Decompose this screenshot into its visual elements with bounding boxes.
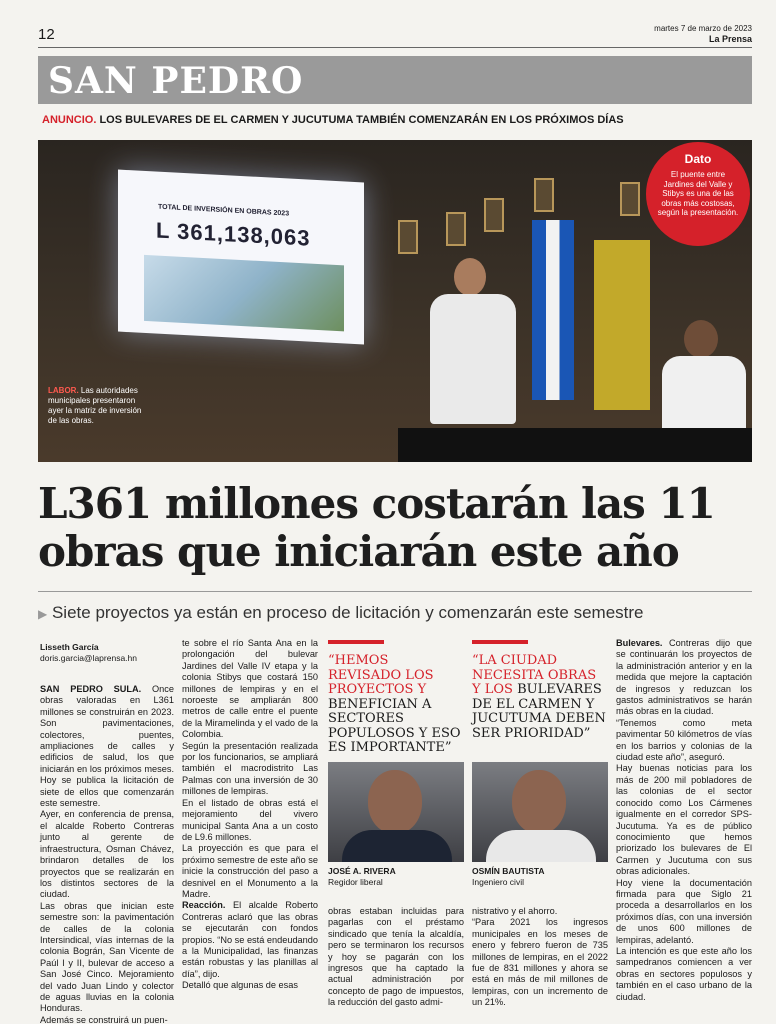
paragraph: La intención es que este año los sampedranos comiencen a ver obras en sectores populosos y también en el caso urbano de la ciudad. [616,945,752,1002]
subheadline-text: Siete proyectos ya están en proceso de licitación y comenzarán este semestre [51,603,644,622]
subhead-lead: Bulevares. [616,638,663,648]
lead-photo [38,140,752,462]
seated-official [658,316,748,436]
author-name: Lisseth García [40,642,99,652]
quote-attribution [472,866,545,888]
pull-quote-2 [472,654,608,741]
person-role: Ingeniero civil [472,877,524,887]
wall-portrait [620,182,640,216]
divider [38,591,752,592]
page-number: 12 [38,26,55,43]
dateline [654,24,752,45]
quote-text: BENEFICIAN A SECTORES POPULOSOS Y ESO ES IMPORTANTE” [328,696,461,755]
kicker [42,114,624,126]
subheadline [38,603,644,623]
triangle-icon: ▶ [38,607,48,621]
quote-highlight: “LA CIUDAD NECESITA OBRAS Y LOS [472,653,597,697]
byline [40,642,137,664]
paragraph: En el listado de obras está el mejoramiento del vivero municipal Santa Ana a un costo de L9.6 millones. [182,797,318,842]
paragraph: Además se construirá un puen- [40,1014,168,1024]
subhead-lead: Reacción. [182,900,226,911]
person-role: Regidor liberal [328,877,383,887]
person-name: OSMÍN BAUTISTA [472,866,545,876]
paragraph: nistrativo y el ahorro. [472,906,558,916]
caption-text: Las autoridades municipales presentaron ayer la matriz de inversión de las obras. [48,386,142,425]
desk [398,428,752,462]
section-title: SAN PEDRO [48,60,304,102]
screen-value: L 361,138,063 [156,217,311,251]
portrait-photo [472,762,608,862]
caption-label: LABOR. [48,386,79,395]
article-column-3 [328,906,464,1009]
city-flag [594,240,650,410]
article-column-2 [182,638,318,992]
photo-caption [48,386,144,426]
paragraph: Según la presentación realizada por los funcionarios, se ampliará también el macrodistrito Las Palmas con una inversión de 30 millones de lempiras. [182,740,318,797]
paragraph: La proyección es que para el próximo semestre de este año se inicie la construcción del paso a desnivel en el Monumento a la Madre. [182,843,318,899]
wall-portrait [484,198,504,232]
quote-highlight: “HEMOS REVISADO LOS PROYECTOS Y [328,653,434,697]
screen-title: TOTAL DE INVERSIÓN EN OBRAS 2023 [158,203,290,218]
paragraph: te sobre el río Santa Ana en la prolongación del bulevar Jardines del Valle IV etapa y la colonia Stibys que costará 150 millones de lempiras y en el noroeste se ampliarán 800 metros de calle entre el puente de la Miramelinda y el vado de la Colombia. [182,638,318,740]
article-column-4 [472,906,608,1009]
pull-quote-1 [328,654,464,756]
author-email[interactable]: doris.garcia@laprensa.hn [40,653,137,663]
article-column-5 [616,638,752,1003]
quote-attribution [328,866,396,888]
paragraph: Hay buenas noticias para los más de 200 mil pobladores de las colonias de el sector conocido como Los Cármenes igualmente en el corredor SPS-Jucutuma. Ya es de público conocimiento que hemos priorizado los bulevares de El Carmen y Jucutuma con sus obras adicionales. [616,763,752,877]
portrait-photo [328,762,464,862]
quote-bar [472,640,528,644]
paragraph: Las obras que inician este semestre son: la pavimentación de calles de la colonia Intersindical, vías internas de la colonia Bográn, San Vicente de Paúl I y II, bulevar de acceso a San José Cinco. Mejoramiento del vado Juan Lindo y colector de aguas lluvias en la colonia Honduras. [40,900,174,1014]
paragraph: obras estaban incluidas para pagarlas con el préstamo sindicado que tenía la alcaldía, pero se terminaron los recursos y hoy se pagarán con los ingresos que ha captado la actual administración por concepto de pago de impuestos, la reducción del gasto admi- [328,906,464,1008]
paragraph: Contreras dijo que se continuarán los proyectos de la administración anterior y en la medida que mejore la captación de ingresos y reduzcan los gastos administrativos se harán más obras en la ciudad. [616,638,752,717]
wall-portrait [398,220,418,254]
quote-text: BULEVARES DE EL CARMEN Y JUCUTUMA DEBEN SER PRIORIDAD” [472,682,606,741]
paragraph: Detalló que algunas de esas [182,980,298,991]
paragraph: “Tenemos como meta pavimentar 50 kilómetros de vías en los barrios y colonias de la ciudad este año”, aseguró. [616,717,752,763]
section-banner [38,56,752,104]
dateline-lead: SAN PEDRO SULA. [40,684,142,694]
headline: L361 millones costarán las 11 obras que iniciarán este año [38,479,715,576]
person-name: JOSÉ A. RIVERA [328,866,396,876]
quote-bar [328,640,384,644]
wall-portrait [446,212,466,246]
fact-text: El puente entre Jardines del Valle y Stibys es una de las obras más costosas, según la presentación. [657,170,739,217]
bridge-rendering [144,255,344,331]
page-header [38,22,752,48]
issue-date: martes 7 de marzo de 2023 [654,24,752,33]
kicker-text: LOS BULEVARES DE EL CARMEN Y JUCUTUMA TAMBIÉN COMENZARÁN EN LOS PRÓXIMOS DÍAS [99,114,624,126]
speaker [418,254,528,424]
paragraph: Ayer, en conferencia de prensa, el alcalde Roberto Contreras junto al gerente de infraestructura, Osman Chávez, brindaron detalles de los proyectos que se realizarán en los distintos sectores de la ciudad. [40,809,174,900]
fact-title: Dato [684,152,712,166]
paragraph: El alcalde Roberto Contreras aclaró que las obras se ejecutarán con fondos propios. “No se está endeudando a la Municipalidad, las finanzas están robustas y las planillas al día”, dijo. [182,900,318,979]
paragraph: Once obras valoradas en L361 millones se construirán en 2023. Son pavimentaciones, colectores, puentes, ampliaciones de calles y edificios de salud, los que iniciarán en los próximos meses. Hoy se publica la licitación de siete de ellos que comenzarán este semestre. [40,684,174,809]
honduras-flag [532,220,574,400]
paragraph: Hoy viene la documentación firmada para que Siglo 21 proceda a desarrollarlos en los próximos días, con una inversión de unos 600 millones de lempiras, adelantó. [616,877,752,945]
projection-screen [118,170,364,345]
article-column-1 [40,684,174,1024]
newspaper-name: La Prensa [708,34,752,44]
wall-portrait [534,178,554,212]
paragraph: “Para 2021 los ingresos municipales en los meses de enero y febrero fueron de 735 millones de lempiras, en el 2022 fue de 831 millones y ahora se está en más de mil millones de lempiras, con un incremento de un 21%. [472,917,608,1008]
fact-bubble [646,142,750,246]
kicker-label: ANUNCIO. [42,114,97,126]
